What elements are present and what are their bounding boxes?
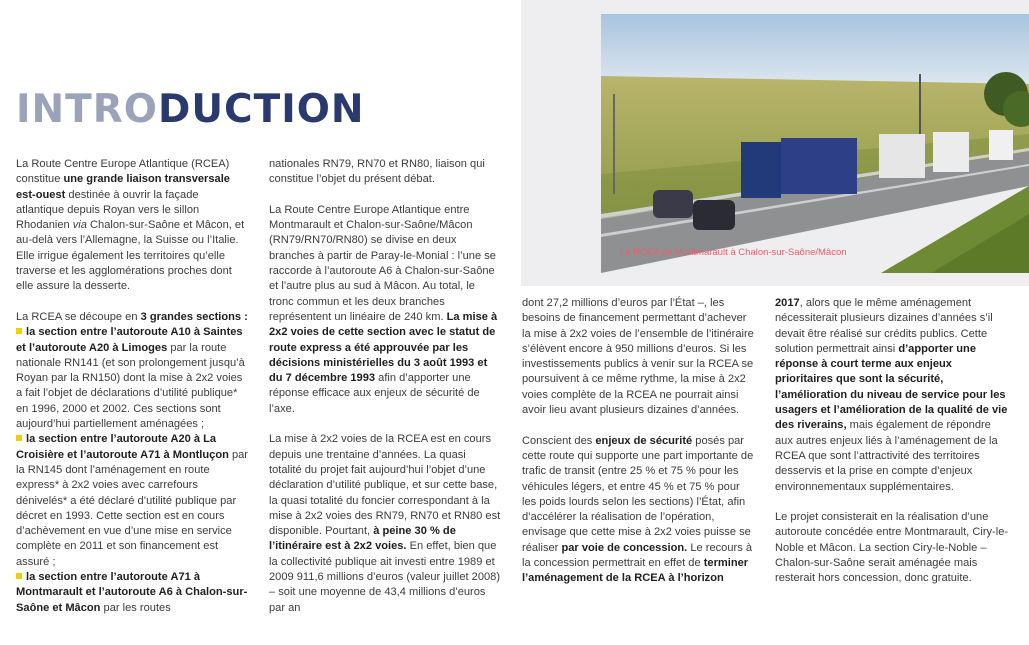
paragraph: La RCEA se découpe en 3 grandes sections : [16, 310, 248, 323]
bullet-icon [16, 435, 22, 441]
title-part-light: INTRO [16, 87, 158, 132]
bullet-icon [16, 573, 22, 579]
list-item: la section entre l’autoroute A71 à Montmarault et l’autoroute A6 à Chalon-sur-Saône et Mâcon par les routes [16, 571, 248, 614]
title-part-dark: DUCTION [157, 87, 365, 132]
column-4 [775, 296, 1009, 587]
paragraph: 2017, alors que le même aménagement nécessiterait plusieurs dizaines d’années s’il devait être réalisé sur crédits publics. Cette solution permettrait ainsi d’apporter une réponse à court terme aux enjeux prioritaires que sont la sécurité, l’amélioration du niveau de service pour les usagers et l’amélioration de la qualité de vie des riverains, mais également de répondre aux autres enjeux liés à l’aménagement de la RCEA que sont l’attractivité des territoires desservis et la prise en compte d’enjeux environnementaux supplémentaires. [775, 297, 1008, 493]
highway-photo [601, 14, 1029, 273]
list-item: la section entre l’autoroute A20 à La Croisière et l’autoroute A71 à Montluçon par la RN145 dont l’aménagement en route express* à 2x2 voies avec carrefours dénivelés* a été déclaré d’utilité publique par décret en 1993. Cette section est en cours d’achèvement en vue d’une mise en service complète en 2011 et son financement est assuré ; [16, 433, 248, 568]
paragraph: nationales RN79, RN70 et RN80, liaison qui constitue l’objet du présent débat. [269, 158, 485, 186]
column-1 [16, 157, 248, 616]
column-2 [269, 157, 501, 616]
column-3 [522, 296, 754, 587]
highway-trucks-photo [601, 14, 1029, 273]
paragraph: La mise à 2x2 voies de la RCEA est en cours depuis une trentaine d’années. La quasi totalité du projet fait aujourd’hui l’objet d’une déclaration d’utilité publique, et sur cette base, la quasi totalité du foncier correspondant à la mise à 2x2 voies des RN79, RN70 et RN80 est disponible. Pourtant, à peine 30 % de l’itinéraire est à 2x2 voies. En effet, bien que la collectivité publique ait investi entre 1989 et 2009 911,6 millions d’euros (valeur juillet 2008) – soit une moyenne de 43,4 millions d’euros par an [269, 433, 501, 614]
paragraph: Conscient des enjeux de sécurité posés par cette route qui supporte une part importante de trafic de transit (entre 25 % et 75 % pour les véhicules légers, et entre 45 % et 75 % pour les poids lourds selon les sections) l’État, afin d’accélérer la réalisation de l’opération, envisage que cette mise à 2x2 voies puisse se réaliser par voie de concession. Le recours à la concession permettrait en effet de terminer l’aménagement de la RCEA à l’horizon [522, 434, 754, 585]
page-title [16, 86, 365, 134]
paragraph: La Route Centre Europe Atlantique (RCEA) constitue une grande liaison transversale est-ouest destinée à ouvrir la façade atlantique depuis Royan vers le sillon Rhodanien via Chalon-sur-Saône et Mâcon, et au-delà vers l’Allemagne, la Suisse ou l’Italie. Elle irrigue également les territoires qu’elle traverse et les agglomérations proches dont elle assure la desserte. [16, 158, 245, 293]
paragraph: dont 27,2 millions d’euros par l’État –, les besoins de financement permettant d’achever la mise à 2x2 voies de l’ensemble de l’itinéraire s’élèvent encore à 950 millions d’euros. Si les investissements publics à venir sur la RCEA se poursuivent à ce même rythme, la mise à 2x2 voies complète de la RCEA ne pourrait ainsi avoir lieu avant plusieurs dizaines d’années. [522, 297, 754, 417]
paragraph: La Route Centre Europe Atlantique entre Montmarault et Chalon-sur-Saône/Mâcon (RN79/RN70/RN80) se divise en deux branches à partir de Paray-le-Monial : l’une se raccorde à l’autoroute A6 à Chalon-sur-Saône et l’autre plus au sud à Mâcon. Au total, le tronc commun et les deux branches représentent un linéaire de 240 km. La mise à 2x2 voies de cette section avec le statut de route express a été approuvée par les décisions ministérielles du 3 août 1993 et du 7 décembre 1993 afin d’apporter une réponse efficace aux enjeux de sécurité de l’axe. [269, 203, 498, 415]
bullet-icon [16, 328, 22, 334]
list-item: la section entre l’autoroute A10 à Saintes et l’autoroute A20 à Limoges par la route nationale RN141 (et son prolongement jusqu’à Royan par la RN150) dont la mise à 2x2 voies a fait l’objet de déclarations d’utilité publique* en 1996, 2000 et 2002. Ces sections sont aujourd’hui partiellement aménagées ; [16, 326, 245, 431]
photo-caption: La RCEA de Montmarault à Chalon-sur-Saône/Mâcon [620, 247, 847, 258]
paragraph: Le projet consisterait en la réalisation d’une autoroute concédée entre Montmarault, Ciry-le-Noble et Mâcon. La section Ciry-le-Noble – Chalon-sur-Saône serait aménagée mais resterait hors concession, donc gratuite. [775, 511, 1009, 585]
